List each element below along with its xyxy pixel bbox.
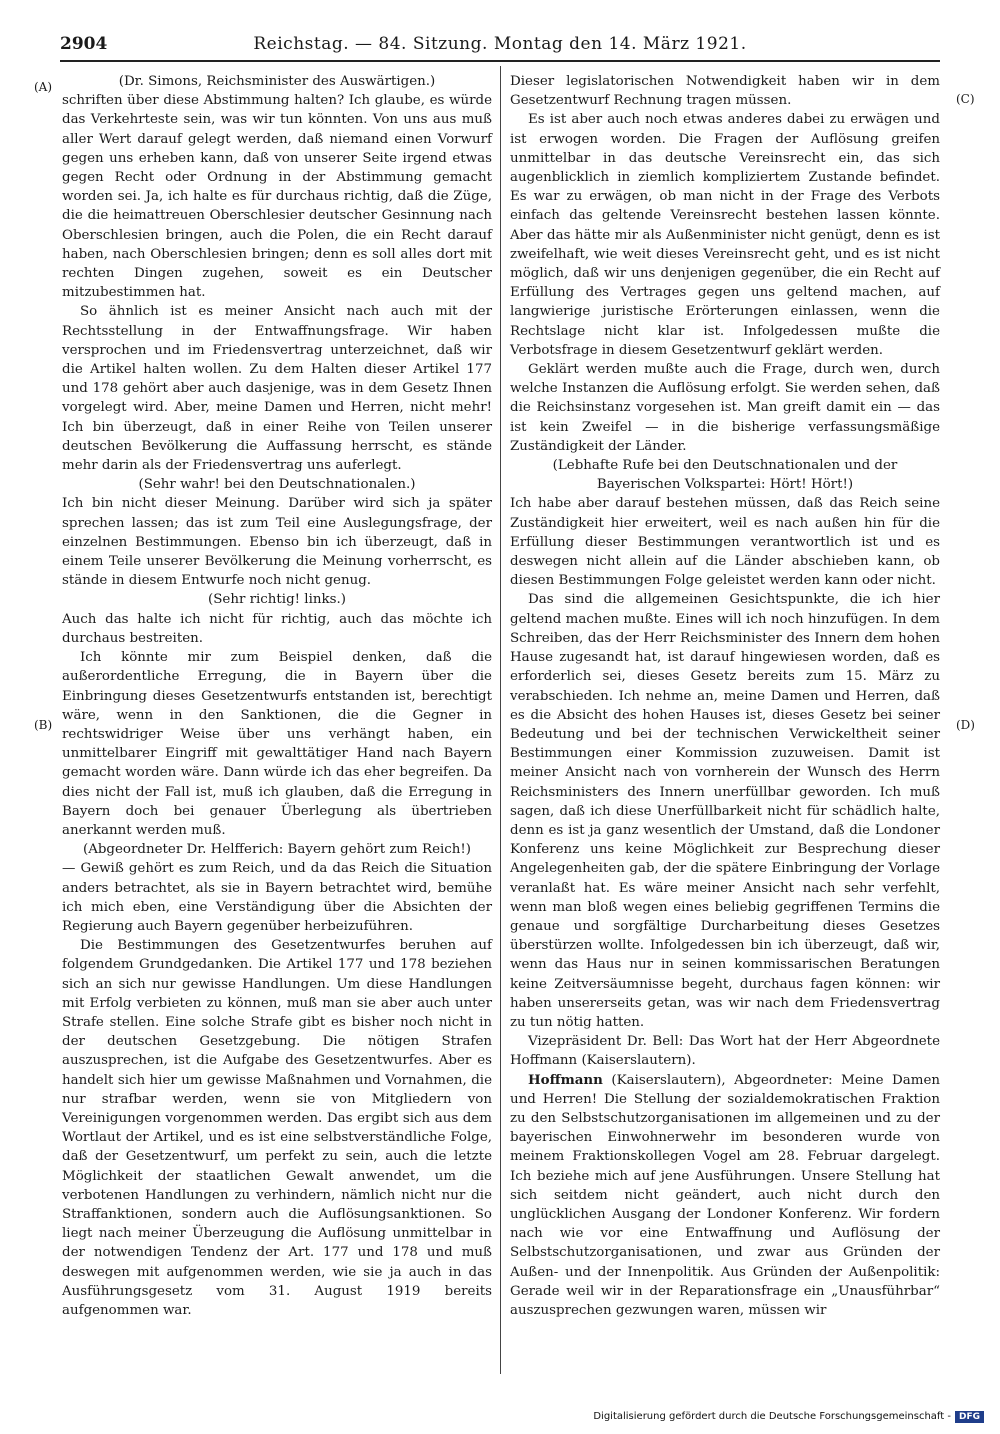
page-title: Reichstag. — 84. Sitzung. Montag den 14. März 1921.: [253, 34, 747, 54]
paragraph: Das sind die allgemeinen Gesichtspunkte, die ich hier geltend machen mußte. Eines will ich noch hinzufügen. In dem Schreiben, das der Herr Reichsminister des Innern dem hohen Hause zugesandt hat, ist darauf hingewiesen worden, daß es erforderlich sei, dieses Gesetz bereits zum 15. März zu verabschieden. Ich nehme an, meine Damen und Herren, daß es die Absicht des hohen Hauses ist, dieses Gesetz bei seiner Bedeutung und bei der technischen Verwickeltheit seiner Bestimmungen einer Kommission zuzuweisen. Damit ist meiner Ansicht nach von vornherein der Wunsch des Herrn Reichsministers des Innern unerfüllbar geworden. Ich muß sagen, daß ich diese Unerfüllbarkeit nicht für schädlich halte, denn es ist ja ganz wesentlich der Umstand, daß die Londoner Konferenz uns keine Möglichkeit zur Besprechung dieser Angelegenheiten gab, der die spätere Einbringung der Vorlage veranlaßt hat. Es wäre meiner Ansicht nach sehr verfehlt, wenn man bloß wegen eines beliebig gegriffenen Termins die genaue und sorgfältige Durcharbeitung dieses Gesetzes überstürzen wollte. Infolgedessen bin ich überzeugt, daß wir, wenn das Haus nur in seinen kommissarischen Beratungen keine Zeitversäumnisse begeht, durchaus fagen können: wir haben unsererseits getan, was wir nach dem Friedensvertrag zu tun nötig hatten.: [510, 592, 940, 1030]
margin-mark-b: (B): [34, 718, 53, 732]
speaker-name: Hoffmann: [528, 1071, 603, 1088]
paragraph: Es ist aber auch noch etwas anderes dabei zu erwägen und ist erwogen worden. Die Fragen der Auflösung greifen unmittelbar in das deutsche Vereinsrecht ein, das sich augenblicklich in ziemlich kompliziertem Zustande befindet. Es war zu erwägen, ob man nicht in der Frage des Verbots einfach das geltende Vereinsrecht bestehen lassen könnte. Aber das hätte mir als Außenminister nicht genügt, denn es ist zweifelhaft, wie weit dieses Vereinsrecht geht, und es ist nicht möglich, daß wir uns denjenigen gegenüber, die ein Recht auf Erfüllung des Vertrages gegen uns geltend machen, auf langwierige juristische Erörterungen einlassen, wenn die Rechtslage nicht klar ist. Infolgedessen mußte die Verbotsfrage in diesem Gesetzentwurf geklärt werden.: [510, 112, 940, 358]
paragraph: — Gewiß gehört es zum Reich, und da das Reich die Situation anders betrachtet, als sie in Bayern betrachtet wird, bemühe ich mich eben, eine Verständigung über die Absichten der Regierung auch Bayern gegenüber herbeizuführen.: [62, 861, 492, 934]
speaker-running-head: (Dr. Simons, Reichsminister des Auswärtigen.): [118, 74, 436, 89]
speaker-paragraph: [510, 1032, 940, 1070]
paragraph: Ich habe aber darauf bestehen müssen, daß das Reich seine Zuständigkeit hier erweitert, weil es nach außen hin für die Erfüllung dieser Bestimmungen verantwortlich ist und es deswegen nicht allein auf die Länder abschieben kann, ob diesen Bestimmungen Folge geleistet werden kann oder nicht.: [510, 496, 940, 589]
footer-credit: Digitalisierung gefördert durch die Deutsche Forschungsgemeinschaft -: [593, 1411, 951, 1422]
interjection: (Abgeordneter Dr. Helfferich: Bayern gehört zum Reich!): [82, 842, 472, 858]
page-footer: [593, 1411, 984, 1423]
paragraph: Dieser legislatorischen Notwendigkeit haben wir in dem Gesetzentwurf Rechnung tragen müssen.: [510, 74, 940, 109]
paragraph: Geklärt werden mußte auch die Frage, durch wen, durch welche Instanzen die Auflösung erfolgt. Sie werden sehen, daß die Reichsinstanz vorgesehen ist. Man greift damit ein — das ist kein Zweifel — in die bisherige verfassungsmäßige Zuständigkeit der Länder.: [510, 362, 940, 454]
margin-mark-c: (C): [956, 92, 975, 106]
column-divider: [500, 66, 501, 1374]
speaker-name: Vizepräsident Dr. Bell:: [528, 1034, 684, 1050]
speech-text: (Kaiserslautern), Abgeordneter: Meine Damen und Herren! Die Stellung der sozialdemokratischen Fraktion zu den Selbstschutzorganisationen im allgemeinen und zu der bayerischen Einwohnerwehr im besonderen wurde von meinem Fraktionskollegen Vogel am 28. Februar dargelegt. Ich beziehe mich auf jene Ausführungen. Unsere Stellung hat sich seitdem nicht geändert, auch nicht durch den unglücklichen Ausgang der Londoner Konferenz. Wir fordern nach wie vor eine Entwaffnung und Auflösung der Selbstschutzorganisationen, und zwar aus Gründen der Außen- und der Innenpolitik. Aus Gründen der Außenpolitik: Gerade weil wir in der Reparationsfrage ein „Unausführbar“ auszusprechen gezwungen waren, müssen wir: [510, 1072, 940, 1318]
paragraph: schriften über diese Abstimmung halten? Ich glaube, es würde das Verkehrteste sein, was wir tun könnten. Von uns aus muß aller Wert darauf gelegt werden, daß niemand einen Vorwurf gegen uns erheben kann, daß von unserer Seite irgend etwas gegen Recht oder Ordnung in der Abstimmung gemacht worden sei. Ja, ich halte es für durchaus richtig, daß die Züge, die die heimattreuen Oberschlesier deutscher Gesinnung nach Oberschlesien bringen, auch die Polen, die ein Recht darauf haben, nach Oberschlesien bringen; denn es soll alles dort mit rechten Dingen zugehen, soweit es ein Deutscher mitzubestimmen hat.: [62, 93, 492, 301]
left-column: [62, 72, 492, 1320]
paragraph: Ich bin nicht dieser Meinung. Darüber wird sich ja später sprechen lassen; das ist zum Teil eine Auslegungsfrage, der einzelnen Bestimmungen. Ebenso bin ich überzeugt, daß in einem Teile unserer Bevölkerung die Meinung vorherrscht, es stände in diesem Entwurfe noch nicht genug.: [62, 496, 492, 589]
interjection: (Lebhafte Rufe bei den Deutschnationalen und der Bayerischen Volkspartei: Hört! Hört!): [552, 458, 898, 493]
interjection: (Sehr wahr! bei den Deutschnationalen.): [138, 477, 416, 493]
margin-mark-d: (D): [956, 718, 975, 732]
interjection: (Sehr richtig! links.): [208, 592, 346, 608]
right-column: [510, 72, 940, 1320]
dfg-logo: DFG: [955, 1411, 984, 1423]
paragraph: Auch das halte ich nicht für richtig, auch das möchte ich durchaus bestreiten.: [62, 611, 492, 646]
speech-text: Das Wort hat der Herr Abgeordnete Hoffmann (Kaiserslautern).: [510, 1034, 940, 1069]
paragraph: So ähnlich ist es meiner Ansicht nach auch mit der Rechtsstellung in der Entwaffnungsfrage. Wir haben versprochen und im Friedensvertrag unterzeichnet, daß wir die Artikel halten wollen. Zu dem Halten dieser Artikel 177 und 178 gehört aber auch dasjenige, was in dem Gesetz Ihnen vorgelegt wird. Aber, meine Damen und Herren, nicht mehr! Ich bin überzeugt, daß in einer Reihe von Teilen unserer deutschen Bevölkerung die Auffassung herrscht, es stände mehr darin als der Friedensvertrag uns auferlegt.: [62, 304, 492, 474]
margin-mark-a: (A): [34, 80, 53, 94]
page-header: [60, 30, 940, 62]
paragraph: Die Bestimmungen des Gesetzentwurfes beruhen auf folgendem Grundgedanken. Die Artikel 177 und 178 beziehen sich an sich nur gewisse Handlungen. Um diese Handlungen mit Erfolg verbieten zu können, muß man sie aber auch unter Strafe stellen. Eine solche Strafe gibt es bisher noch nicht in der deutschen Gesetzgebung. Die nötigen Strafen auszusprechen, ist die Aufgabe des Gesetzentwurfes. Aber es handelt sich hier um gewisse Maßnahmen und Vornahmen, die nur strafbar werden, wenn sie von Mitgliedern von Vereinigungen vorgenommen werden. Das ergibt sich aus dem Wortlaut der Artikel, und es ist eine selbstverständliche Folge, daß der Gesetzentwurf, um perfekt zu sein, auch die letzte Möglichkeit der staatlichen Gewalt anwendet, um die verbotenen Handlungen zu verhindern, nämlich nicht nur die Straffanktionen, sondern auch die Auflösungsanktionen. So liegt nach meiner Überzeugung die Auflösung unmittelbar in der notwendigen Tendenz der Art. 177 und 178 und muß deswegen mit aufgenommen werden, wie sie ja auch in das Ausführungsgesetz vom 31. August 1919 bereits aufgenommen war.: [62, 938, 492, 1318]
speaker-paragraph: [510, 1071, 940, 1321]
paragraph: Ich könnte mir zum Beispiel denken, daß die außerordentliche Erregung, die in Bayern über die Einbringung dieses Gesetzentwurfs entstanden ist, berechtigt wäre, wenn in den Sanktionen, die die Gegner in rechtswidriger Weise über uns verhängt haben, ein unmittelbarer Eingriff mit gewalttätiger Hand nach Bayern gemacht worden wäre. Dann würde ich das eher begreifen. Da dies nicht der Fall ist, muß ich glauben, daß die Erregung in Bayern doch bei genauer Überlegung als übertrieben anerkannt werden muß.: [62, 650, 492, 838]
page-number: 2904: [60, 34, 108, 54]
